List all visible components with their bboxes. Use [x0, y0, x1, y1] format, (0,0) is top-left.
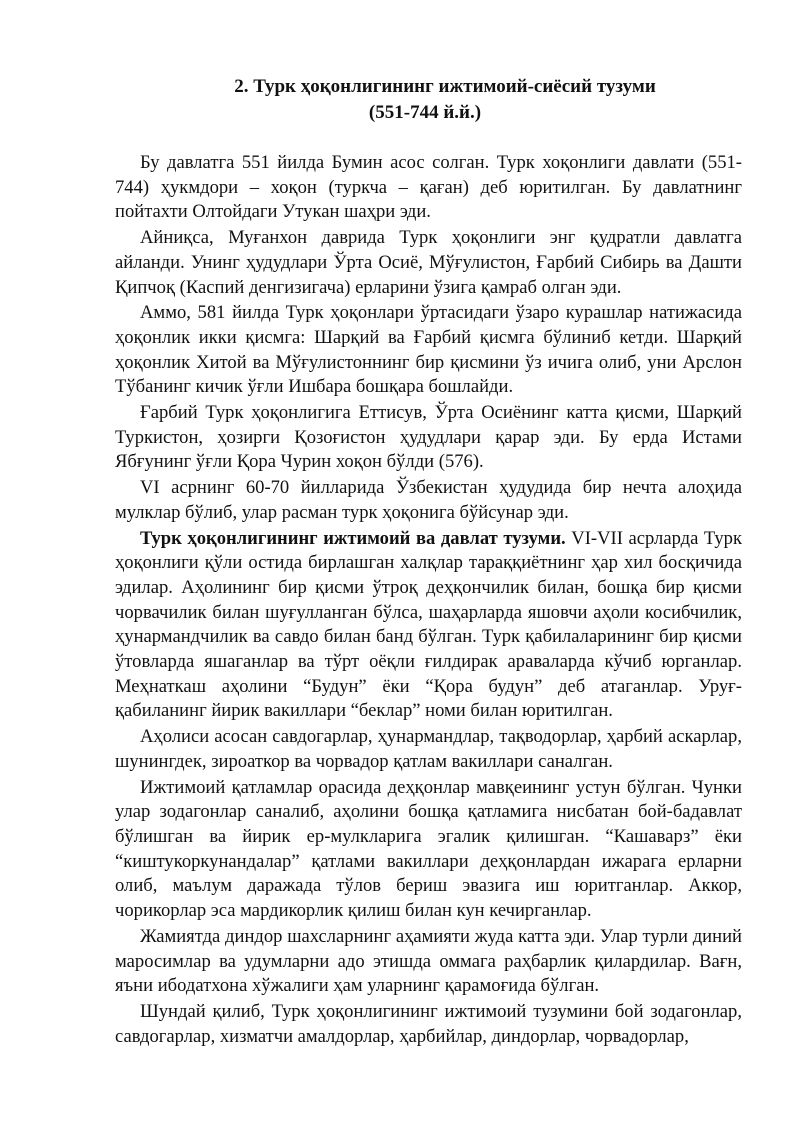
paragraph-text: Ғарбий Турк ҳоқонлигига Еттисув, Ўрта Осиёнинг катта қисми, Шарқий Туркистон, ҳозирги Қозоғистон ҳудудлари қарар эди. Бу ерда Истами Ябғунинг ўғли Қора Чурин хоқон бўлди (576). [115, 402, 742, 473]
paragraph-text: Бу давлатга 551 йилда Бумин асос солган. Турк хоқонлиги давлати (551-744) ҳукмдори – хоқон (туркча – қаған) деб юритилган. Бу давлатнинг пойтахти Олтойдаги Утукан шаҳри эди. [115, 152, 742, 223]
paragraph [115, 725, 742, 774]
paragraph [115, 476, 742, 525]
paragraph-text: VI асрнинг 60-70 йилларида Ўзбекистан ҳудудида бир нечта алоҳида мулклар бўлиб, улар расман турк ҳоқонига бўйсунар эди. [115, 477, 742, 523]
paragraph [115, 925, 742, 999]
paragraph [115, 1000, 742, 1049]
body-text [115, 151, 742, 1049]
paragraph-text: Аҳолиси асосан савдогарлар, ҳунармандлар, тақводорлар, ҳарбий аскарлар, шунингдек, зироаткор ва чорвадор қатлам вакиллари саналган. [115, 726, 742, 772]
paragraph-text: Аммо, 581 йилда Турк ҳоқонлари ўртасидаги ўзаро курашлар натижасида ҳоқонлик икки қисмга: Шарқий ва Ғарбий қисмга бўлиниб кетди. Шарқий ҳоқонлик Хитой ва Мўғулистоннинг бир қисмини ўз ичига олиб, уни Арслон Тўбанинг кичик ўғли Ишбара бошқара бошлайди. [115, 302, 742, 398]
paragraph-text: VI-VII асрларда Турк ҳоқонлиги қўли остида бирлашган халқлар тараққиётнинг ҳар хил босқичида эдилар. Аҳолининг бир қисми ўтроқ деҳқончилик билан, бошқа бир қисми чорвачилик билан шуғулланган бўлса, шаҳарларда яшовчи аҳоли косибчилик, ҳунармандчилик ва савдо билан банд бўлган. Турк қабилаларининг бир қисми ўтовларда яшаганлар ва тўрт оёқли ғилдирак араваларда кўчиб юрганлар. Меҳнаткаш аҳолини “Будун” ёки “Қора будун” деб атаганлар. Уруғ-қабиланинг йирик вакиллари “беклар” номи билан юритилган. [115, 527, 742, 722]
paragraph-heading: Турк ҳоқонлигининг ижтимоий ва давлат тузуми. [140, 527, 566, 549]
section-title: 2. Турк ҳоқонлигининг ижтимоий-сиёсий тузуми [234, 76, 656, 97]
paragraph-text: Ижтимоий қатламлар орасида деҳқонлар мавқеининг устун бўлган. Чунки улар зодагонлар саналиб, аҳолини бошқа қатламига нисбатан бой-бадавлат бўлишган ва йирик ер-мулкларига эгалик қилишган. “Кашаварз” ёки “киштукоркунандалар” қатлами вакиллари деҳқонлардан ижарага ерларни олиб, маълум даражада тўлов бериш эвазига иш юритганлар. Аккор, чорикорлар эса мардикорлик қилиш билан кун кечирганлар. [115, 776, 742, 922]
section-subtitle: (551-744 й.й.) [368, 102, 482, 123]
paragraph [115, 776, 742, 924]
paragraph [115, 226, 742, 300]
paragraph-text: Жамиятда диндор шахсларнинг аҳамияти жуда катта эди. Улар турли диний маросимлар ва удумларни адо этишда оммага раҳбарлик қилардилар. Вағн, яъни ибодатхона хўжалиги ҳам уларнинг қарамоғида бўлган. [115, 925, 742, 997]
paragraph [115, 151, 742, 225]
paragraph [115, 301, 742, 400]
paragraph [115, 527, 742, 725]
paragraph-text: Айниқса, Муғанхон даврида Турк ҳоқонлиги энг қудратли давлатга айланди. Унинг ҳудудлари Ўрта Осиё, Мўғулистон, Ғарбий Сибирь ва Дашти Қипчоқ (Каспий денгизигача) ерларини ўзига қамраб олган эди. [115, 227, 742, 298]
paragraph-text: Шундай қилиб, Турк ҳоқонлигининг ижтимоий тузумини бой зодагонлар, савдогарлар, хизматчи амалдорлар, ҳарбийлар, диндорлар, чорвадорлар, [115, 1000, 742, 1047]
paragraph [115, 401, 742, 475]
